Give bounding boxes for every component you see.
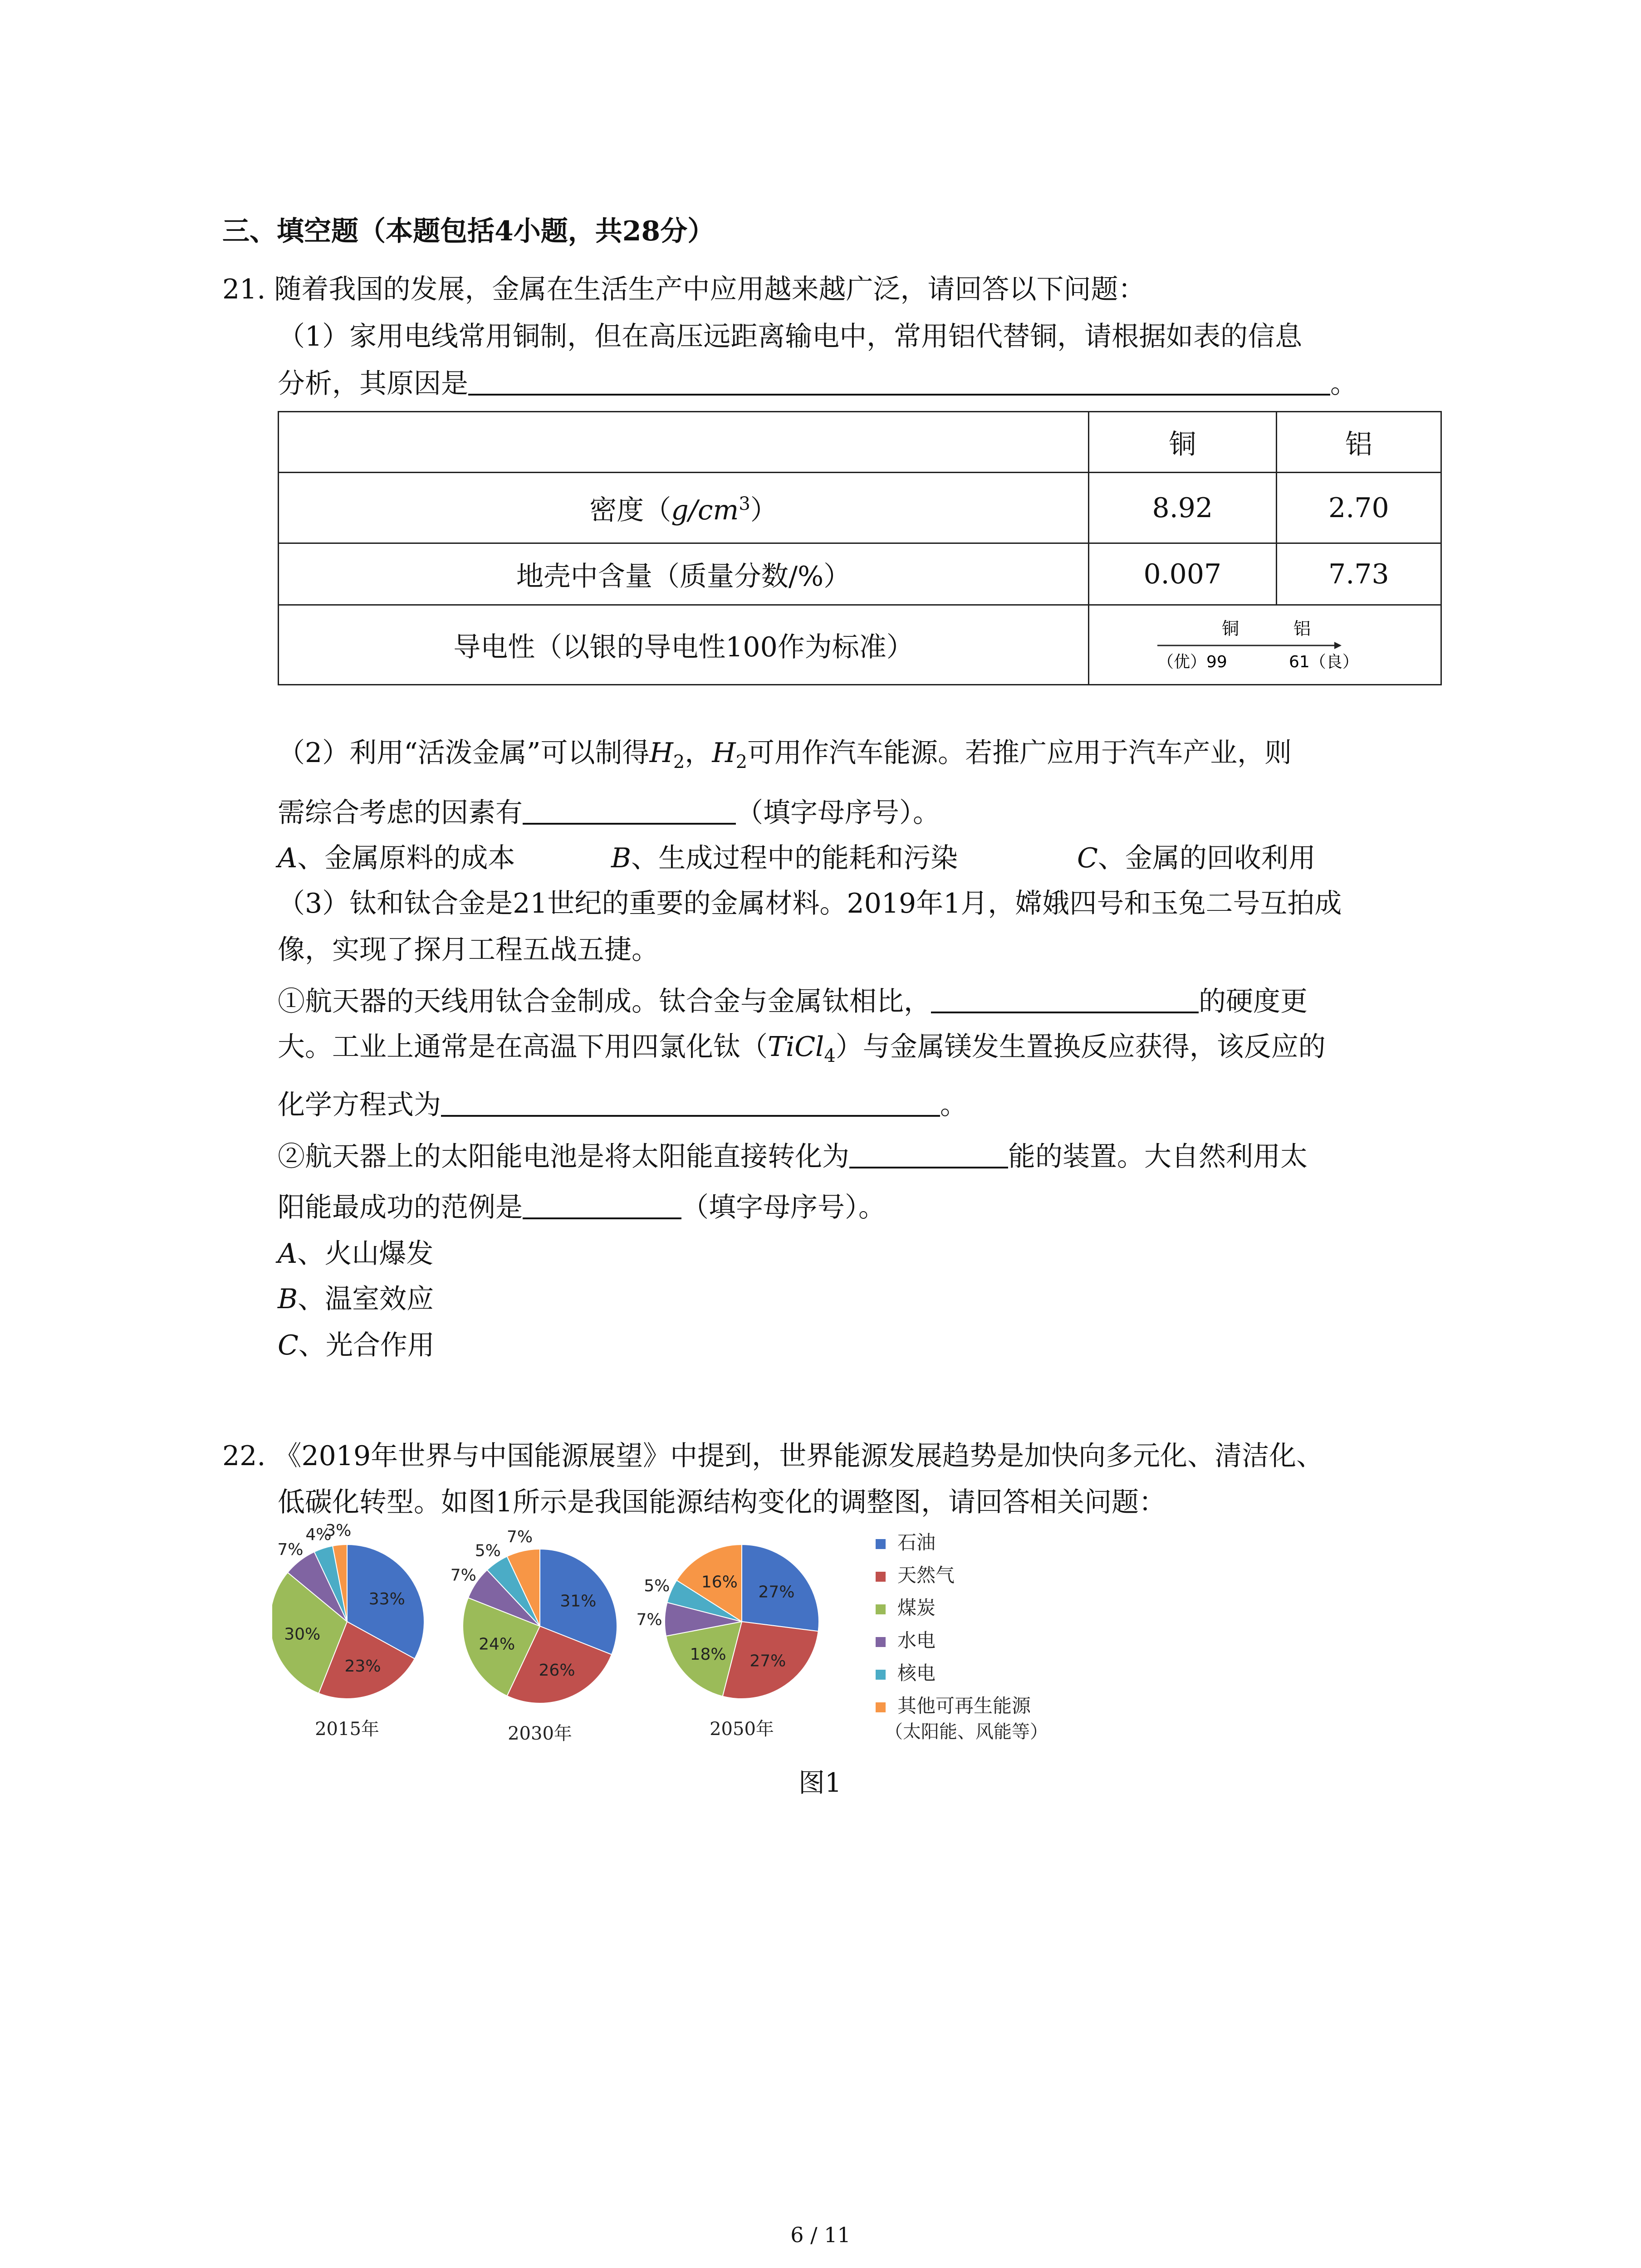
option-b: B、生成过程中的能耗和污染 xyxy=(611,842,958,874)
legend-label: 天然气 xyxy=(897,1564,955,1586)
q22-line2: 低碳化转型。如图1所示是我国能源结构变化的调整图，请回答相关问题： xyxy=(278,1486,1166,1518)
scale-copper-label: 铜 xyxy=(1222,618,1239,639)
slice-label: 30% xyxy=(284,1625,321,1644)
legend-note: （太阳能、风能等） xyxy=(885,1721,1048,1742)
q21-part2-line2: 需综合考虑的因素有 （填字母序号）。 xyxy=(278,795,940,831)
answer-blank-hardness[interactable] xyxy=(931,983,1199,1013)
scale-right-value: 61（良） xyxy=(1289,652,1359,671)
table-crust-aluminum: 7.73 xyxy=(1276,543,1441,605)
legend-label: 其他可再生能源 xyxy=(897,1695,1031,1717)
legend-label: 核电 xyxy=(897,1662,936,1684)
table-density-aluminum: 2.70 xyxy=(1276,473,1441,543)
section-title: 三、填空题（本题包括4小题，共28分） xyxy=(222,215,715,247)
pie-year-label: 2030年 xyxy=(508,1723,572,1744)
q21-stem: 21. 随着我国的发展，金属在生活生产中应用越来越广泛，请回答以下问题： xyxy=(222,274,1146,305)
slice-label: 7% xyxy=(636,1610,662,1629)
slice-label: 5% xyxy=(475,1541,501,1560)
slice-label: 4% xyxy=(305,1525,332,1544)
q21-part2-line1: （2）利用“活泼金属”可以制得$H_2$，$H_2$可用作汽车能源。若推广应用于汽车产业，则 xyxy=(278,737,1292,772)
option-c: C、金属的回收利用 xyxy=(1077,842,1316,874)
legend-swatch xyxy=(876,1637,886,1647)
q21-sub1-line3: 化学方程式为 。 xyxy=(278,1087,967,1123)
slice-label: 7% xyxy=(450,1566,476,1585)
slice-label: 31% xyxy=(560,1592,597,1611)
q22-line1: 22. 《2019年世界与中国能源展望》中提到，世界能源发展趋势是加快向多元化、清洁化、 xyxy=(222,1440,1324,1472)
chart-legend xyxy=(876,1531,1048,1742)
option-a: A、金属原料的成本 xyxy=(278,842,515,874)
energy-structure-figure xyxy=(272,1517,1157,1753)
table-crust-copper: 0.007 xyxy=(1089,543,1277,605)
q21-sub1-line1: ①航天器的天线用钛合金制成。钛合金与金属钛相比， 的硬度更 xyxy=(278,983,1308,1020)
slice-label: 27% xyxy=(758,1583,795,1602)
answer-blank-factors[interactable] xyxy=(523,795,736,825)
slice-label: 3% xyxy=(325,1521,352,1540)
table-row-crust-label: 地壳中含量（质量分数/%） xyxy=(279,543,1089,605)
pie-year-label: 2015年 xyxy=(315,1719,379,1740)
table-head-aluminum: 铝 xyxy=(1276,412,1441,473)
option-a: A、火山爆发 xyxy=(278,1238,434,1270)
legend-swatch xyxy=(876,1539,886,1549)
option-b: B、温室效应 xyxy=(278,1283,434,1315)
conductivity-scale-cell xyxy=(1089,605,1441,685)
answer-blank-example[interactable] xyxy=(523,1189,681,1219)
pie-0 xyxy=(272,1521,424,1740)
slice-label: 18% xyxy=(690,1645,726,1664)
answer-blank-reason[interactable] xyxy=(468,366,1330,396)
slice-label: 7% xyxy=(506,1527,533,1546)
slice-label: 26% xyxy=(539,1661,575,1680)
answer-blank-energy[interactable] xyxy=(849,1139,1008,1168)
legend-label: 水电 xyxy=(897,1629,936,1652)
table-row-density-label: 密度$(g/cm^3)$ xyxy=(279,473,1089,543)
q21-part1-end: 。 xyxy=(1330,368,1357,400)
legend-swatch xyxy=(876,1670,886,1680)
q21-part1-prefix: 分析，其原因是 xyxy=(278,368,468,400)
scale-left-value: （优）99 xyxy=(1157,652,1227,671)
table-corner xyxy=(279,412,1089,473)
option-c: C、光合作用 xyxy=(278,1330,435,1361)
metal-properties-table xyxy=(278,411,1442,685)
page-number: 6 / 11 xyxy=(790,2223,851,2247)
pie-1 xyxy=(451,1528,617,1744)
q21-part1-line1: （1）家用电线常用铜制，但在高压远距离输电中，常用铝代替铜，请根据如表的信息 xyxy=(278,321,1303,352)
q21-part3-line2: 像，实现了探月工程五战五捷。 xyxy=(278,934,659,966)
slice-label: 24% xyxy=(479,1635,515,1654)
slice-label: 5% xyxy=(644,1576,670,1595)
q21-part1-line2 xyxy=(278,366,1357,402)
q21-sub1-line2: 大。工业上通常是在高温下用四氯化钛（TiCl$_4$）与金属镁发生置换反应获得，该反应的 xyxy=(278,1031,1326,1066)
slice-label: 23% xyxy=(344,1657,381,1676)
scale-aluminum-label: 铝 xyxy=(1293,618,1311,639)
table-row-conductivity-label: 导电性（以银的导电性100作为标准） xyxy=(279,605,1089,685)
table-head-copper: 铜 xyxy=(1089,412,1277,473)
legend-swatch xyxy=(876,1604,886,1614)
answer-blank-equation[interactable] xyxy=(441,1087,940,1117)
slice-label: 16% xyxy=(701,1573,738,1592)
figure-caption: 图1 xyxy=(798,1767,842,1798)
q21-part3-line1: （3）钛和钛合金是21世纪的重要的金属材料。2019年1月，嫦娥四号和玉兔二号互拍成 xyxy=(278,888,1342,919)
q21-sub2-line1: ②航天器上的太阳能电池是将太阳能直接转化为 能的装置。大自然利用太 xyxy=(278,1139,1308,1175)
legend-swatch xyxy=(876,1702,886,1712)
pie-year-label: 2050年 xyxy=(710,1719,774,1740)
legend-label: 石油 xyxy=(897,1531,936,1554)
conductivity-scale xyxy=(1089,606,1440,684)
legend-label: 煤炭 xyxy=(897,1597,936,1619)
slice-label: 33% xyxy=(368,1590,405,1609)
slice-label: 7% xyxy=(277,1540,304,1559)
q21-sub2-line2: 阳能最成功的范例是 （填字母序号）。 xyxy=(278,1189,886,1226)
pie-2 xyxy=(637,1545,819,1740)
scale-arrow-head xyxy=(1334,642,1342,649)
pie-charts xyxy=(272,1521,819,1744)
legend-swatch xyxy=(876,1572,886,1582)
table-density-copper: 8.92 xyxy=(1089,473,1277,543)
slice-label: 27% xyxy=(749,1652,786,1671)
